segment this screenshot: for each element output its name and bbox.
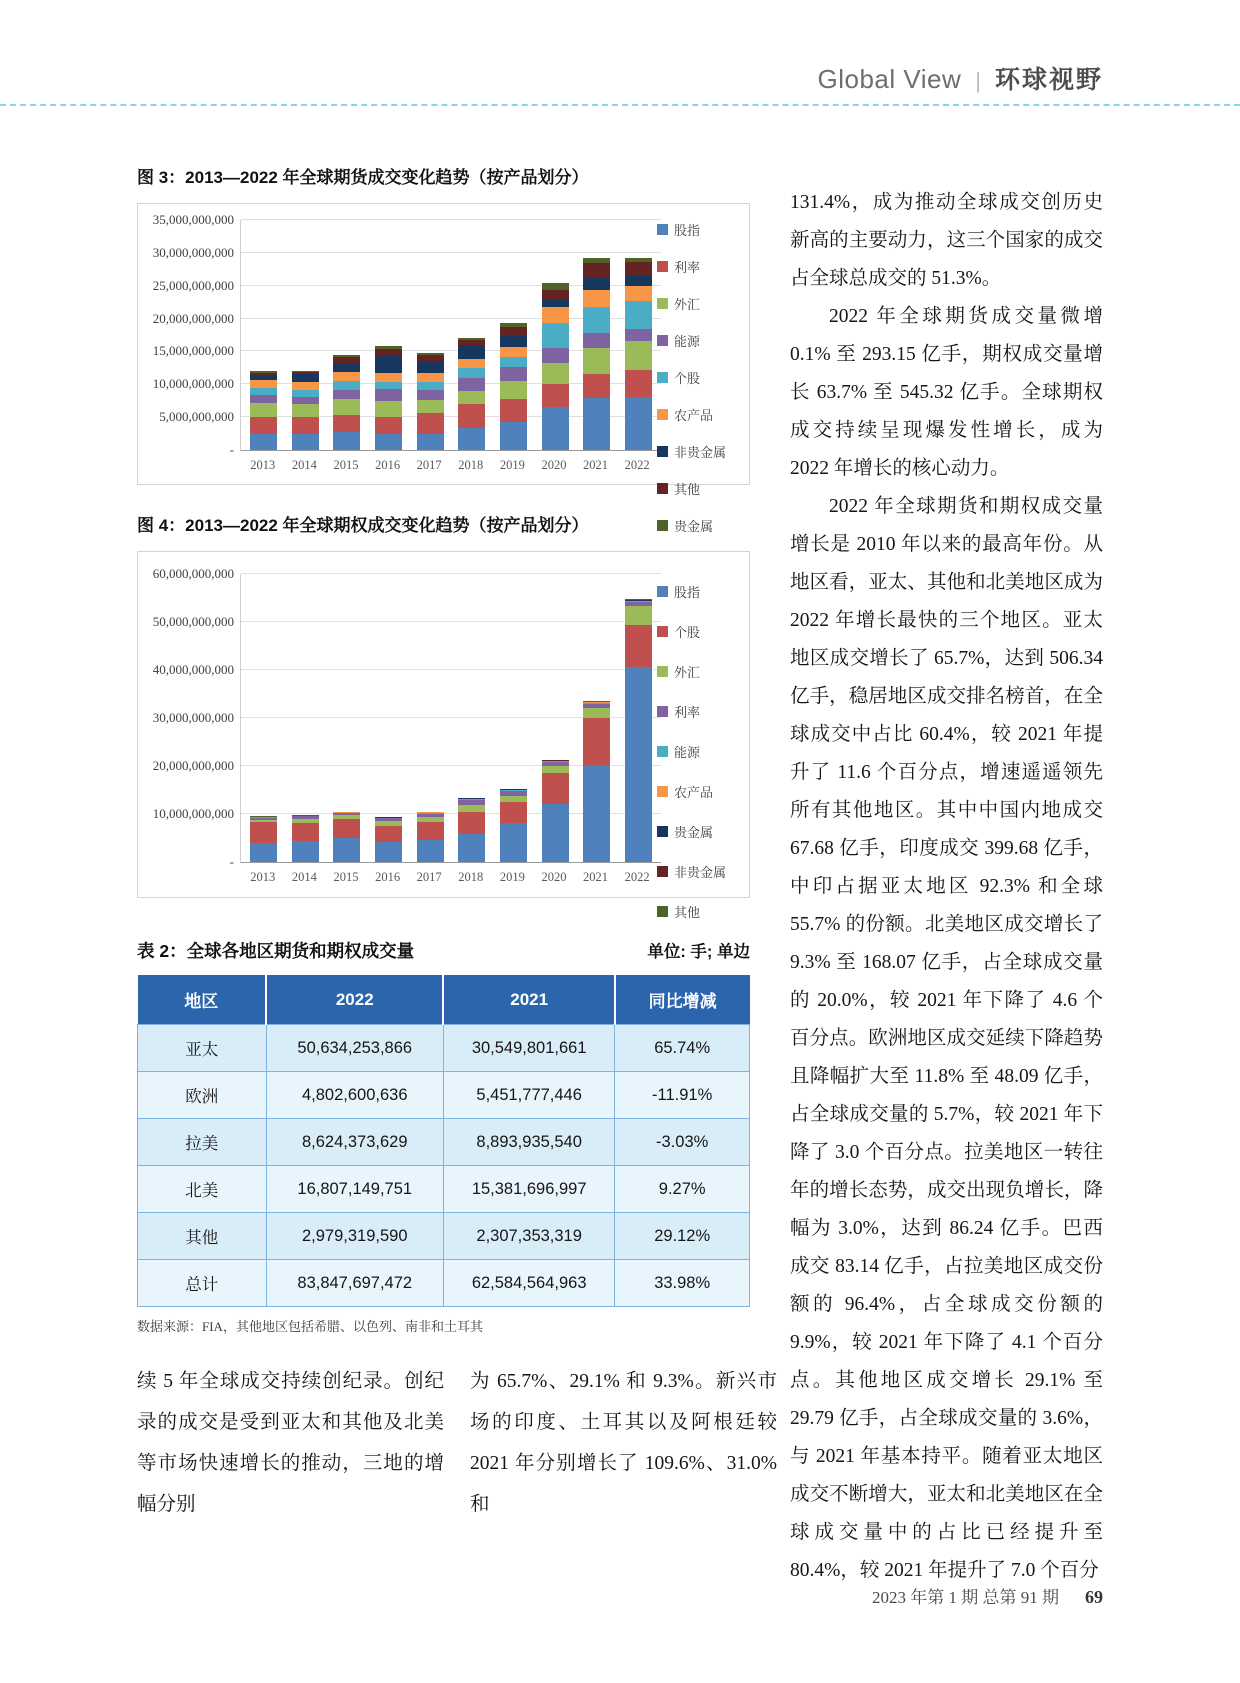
table2-caption: 表 2：全球各地区期货和期权成交量: [137, 941, 415, 961]
body-paragraph: 2022 年全球期货和期权成交量增长是 2010 年以来的最高年份。从地区看，亚太、其他和北美地区成为 2022 年增长最快的三个地区。亚太地区成交增长了 65.7%，达到 506.34 亿手，稳居地区成交排名榜首，在全球成交中占比 60.4%，较 2021 年提升了 11.6 个百分点，增速遥遥领先所有其他地区。其中中国内地成交 67.68 亿手，印度成交 399.68 亿手，中印占据亚太地区 92.3% 和全球 55.7% 的份额。北美地区成交增长了 9.3% 至 168.07 亿手，占全球成交量的 20.0%，较 2021 年下降了 4.6 个百分点。欧洲地区成交延续下降趋势且降幅扩大至 11.8% 至 48.09 亿手，占全球成交量的 5.7%，较 2021 年下降了 3.0 个百分点。拉美地区一转往年的增长态势，成交出现负增长，降幅为 3.0%，达到 86.24 亿手。巴西成交 83.14 亿手，占拉美地区成交份额的 96.4%，占全球成交份额的 9.9%，较 2021 年下降了 4.1 个百分点。其他地区成交增长 29.1% 至 29.79 亿手，占全球成交量的 3.6%，与 2021 年基本持平。随着亚太地区成交不断增大，亚太和北美地区在全球成交量中的占比已经提升至 80.4%，较 2021 年提升了 7.0 个百分: [790, 496, 1103, 1581]
y-axis-tick-label: 35,000,000,000: [152, 212, 234, 227]
bar-segment-能源: [583, 333, 610, 348]
bar-segment-个股: [417, 822, 444, 840]
legend-label: 非贵金属: [674, 865, 727, 880]
stacked-bar-2016: [375, 346, 402, 450]
table-cell: 65.74%: [615, 1025, 750, 1072]
stacked-bar-2020: [542, 760, 569, 862]
y-axis-tick-label: 5,000,000,000: [159, 409, 234, 425]
table-cell: 8,624,373,629: [266, 1119, 443, 1166]
y-axis-tick-label: 40,000,000,000: [152, 662, 234, 677]
legend-item-非贵金属: [657, 862, 745, 881]
legend-item-其他: [657, 902, 745, 921]
bar-segment-能源: [500, 367, 527, 381]
bar-segment-股指: [375, 842, 402, 862]
legend-swatch: [657, 786, 668, 797]
table-row: [138, 1166, 750, 1213]
bar-segment-个股: [250, 822, 277, 843]
legend-swatch: [657, 224, 668, 235]
legend-label: 能源: [674, 334, 701, 349]
legend-swatch: [657, 746, 668, 757]
bar-segment-个股: [625, 301, 652, 329]
bar-segment-股指: [583, 398, 610, 450]
x-axis-year-label: 2022: [624, 458, 650, 472]
bar-segment-个股: [333, 381, 360, 390]
stacked-bar-2022: [625, 599, 652, 862]
bottom-text-left: 续 5 年全球成交持续创纪录。创纪录的成交是受到亚太和其他及北美等市场快速增长的推动，三地的增幅分别: [137, 1371, 444, 1515]
table-cell: 其他: [138, 1213, 267, 1260]
bar-segment-利率: [292, 417, 319, 435]
table-cell: 50,634,253,866: [266, 1025, 443, 1072]
legend-label: 股指: [674, 585, 701, 600]
bar-segment-外汇: [625, 606, 652, 625]
y-axis-tick-label: 50,000,000,000: [152, 614, 234, 629]
y-axis-tick-label: 20,000,000,000: [152, 310, 234, 326]
bar-segment-个股: [375, 382, 402, 389]
legend-item-农产品: [657, 782, 745, 801]
bar-segment-农产品: [292, 382, 319, 390]
bar-segment-股指: [500, 422, 527, 450]
x-axis-year-label: 2015: [333, 458, 359, 472]
stacked-bar-2021: [583, 701, 610, 862]
x-axis-labels: [240, 458, 660, 473]
legend-swatch: [657, 666, 668, 677]
footer-page-number: 69: [1085, 1587, 1103, 1607]
table-cell: 北美: [138, 1166, 267, 1213]
bar-segment-股指: [417, 840, 444, 862]
x-axis-year-label: 2014: [291, 458, 317, 472]
bar-segment-利率: [250, 417, 277, 434]
bar-segment-非贵金属: [583, 277, 610, 290]
x-axis-year-label: 2013: [250, 870, 276, 884]
legend-label: 其他: [674, 482, 701, 497]
y-axis-tick-label: 25,000,000,000: [152, 277, 234, 293]
stacked-bar-2014: [292, 371, 319, 450]
bar-segment-股指: [625, 397, 652, 450]
legend-label: 个股: [674, 625, 701, 640]
bar-segment-能源: [333, 390, 360, 399]
bar-segment-农产品: [458, 359, 485, 368]
bar-segment-股指: [583, 765, 610, 862]
bar-segment-股指: [458, 834, 485, 862]
table-row: [138, 1213, 750, 1260]
table-cell: 拉美: [138, 1119, 267, 1166]
bar-segment-能源: [250, 395, 277, 402]
stacked-bar-2016: [375, 817, 402, 862]
x-axis-year-label: 2016: [375, 458, 401, 472]
table-header-cell: 2022: [266, 975, 443, 1025]
bar-segment-股指: [458, 428, 485, 450]
bar-segment-利率: [500, 399, 527, 422]
bar-segment-利率: [542, 384, 569, 406]
legend-swatch: [657, 826, 668, 837]
chart-legend: [657, 582, 745, 942]
bar-segment-股指: [417, 434, 444, 450]
bar-segment-外汇: [625, 341, 652, 370]
stacked-bar-2021: [583, 258, 610, 451]
bar-segment-个股: [500, 802, 527, 823]
bar-segment-个股: [542, 323, 569, 348]
page-header: [0, 0, 1240, 106]
bar-segment-非贵金属: [500, 336, 527, 347]
bar-segment-股指: [542, 804, 569, 862]
bar-segment-利率: [375, 417, 402, 433]
x-axis-year-label: 2020: [541, 458, 567, 472]
table-cell: 9.27%: [615, 1166, 750, 1213]
bar-segment-农产品: [500, 347, 527, 357]
legend-label: 农产品: [674, 785, 714, 800]
legend-item-股指: [657, 220, 745, 239]
x-axis-year-label: 2022: [624, 870, 650, 884]
body-paragraph: 2022 年全球期货成交量微增 0.1% 至 293.15 亿手，期权成交量增长 63.7% 至 545.32 亿手。全球期权成交持续呈现爆发性增长，成为 2022 年增长的核心动力。: [790, 306, 1103, 479]
stacked-bar-2017: [417, 812, 444, 862]
bar-segment-利率: [417, 413, 444, 434]
options-stacked-bar-chart: [137, 551, 750, 920]
legend-label: 利率: [674, 705, 701, 720]
x-axis-labels: [240, 870, 660, 885]
table-header-cell: 同比增减: [615, 975, 750, 1025]
stacked-bar-2018: [458, 798, 485, 862]
x-axis-year-label: 2020: [541, 870, 567, 884]
legend-swatch: [657, 906, 668, 917]
bar-segment-个股: [542, 773, 569, 805]
bar-segment-个股: [292, 390, 319, 398]
legend-swatch: [657, 706, 668, 717]
x-axis-year-label: 2013: [250, 458, 276, 472]
legend-swatch: [657, 446, 668, 457]
stacked-bar-2018: [458, 338, 485, 450]
x-axis-year-label: 2017: [416, 870, 442, 884]
x-axis-year-label: 2019: [499, 870, 525, 884]
legend-swatch: [657, 335, 668, 346]
table-cell: 8,893,935,540: [443, 1119, 614, 1166]
bar-segment-其他: [625, 262, 652, 276]
stacked-bar-2019: [500, 323, 527, 450]
y-axis-tick-label: 30,000,000,000: [152, 710, 234, 725]
x-axis-year-label: 2018: [458, 458, 484, 472]
bar-segment-农产品: [375, 373, 402, 382]
bar-segment-个股: [625, 625, 652, 667]
bar-segment-外汇: [542, 363, 569, 385]
legend-label: 外汇: [674, 665, 701, 680]
legend-item-非贵金属: [657, 442, 745, 461]
stacked-bar-2013: [250, 371, 277, 450]
bar-segment-个股: [292, 823, 319, 841]
table-row: [138, 1260, 750, 1307]
bar-segment-外汇: [458, 391, 485, 404]
legend-swatch: [657, 409, 668, 420]
bar-segment-利率: [458, 404, 485, 428]
figure4-title: 图 4：2013—2022 年全球期权成交变化趋势（按产品划分）: [137, 516, 589, 535]
legend-swatch: [657, 866, 668, 877]
body-paragraph: 131.4%，成为推动全球成交创历史新高的主要动力，这三个国家的成交占全球总成交的 51.3%。: [790, 192, 1103, 289]
bar-segment-股指: [500, 823, 527, 862]
y-axis-tick-label: -: [229, 442, 234, 457]
bars-group: [241, 574, 661, 862]
legend-item-其他: [657, 479, 745, 498]
bar-segment-股指: [333, 838, 360, 862]
legend-label: 贵金属: [674, 519, 714, 534]
legend-label: 利率: [674, 260, 701, 275]
table-cell: 欧洲: [138, 1072, 267, 1119]
bar-segment-外汇: [333, 399, 360, 414]
bar-segment-农产品: [250, 380, 277, 388]
plot-area: [240, 220, 661, 451]
bottom-text-columns: [137, 1361, 777, 1525]
bar-segment-外汇: [375, 401, 402, 417]
stacked-bar-2015: [333, 812, 360, 862]
figure3-title: 图 3：2013—2022 年全球期货成交变化趋势（按产品划分）: [137, 168, 589, 187]
table-cell: 29.12%: [615, 1213, 750, 1260]
table-cell: 亚太: [138, 1025, 267, 1072]
legend-swatch: [657, 372, 668, 383]
bar-segment-非贵金属: [417, 361, 444, 373]
bar-segment-其他: [583, 263, 610, 277]
bar-segment-外汇: [583, 708, 610, 718]
bar-segment-个股: [375, 826, 402, 842]
legend-item-外汇: [657, 662, 745, 681]
chart-legend: [657, 220, 745, 553]
legend-item-能源: [657, 742, 745, 761]
stacked-bar-2022: [625, 258, 652, 450]
plot-area: [240, 574, 661, 863]
bar-segment-股指: [292, 434, 319, 450]
legend-label: 外汇: [674, 297, 701, 312]
bar-segment-利率: [333, 415, 360, 432]
bar-segment-农产品: [542, 307, 569, 322]
x-axis-year-label: 2021: [583, 458, 609, 472]
bar-segment-个股: [250, 388, 277, 396]
table-cell: 83,847,697,472: [266, 1260, 443, 1307]
stacked-bar-2017: [417, 353, 444, 450]
y-axis-tick-label: 30,000,000,000: [152, 244, 234, 260]
y-axis-tick-label: 15,000,000,000: [152, 343, 234, 359]
legend-label: 能源: [674, 745, 701, 760]
regions-volume-table: [137, 975, 750, 1307]
x-axis-year-label: 2016: [375, 870, 401, 884]
table-cell: 16,807,149,751: [266, 1166, 443, 1213]
footer-issue-info: 2023 年第 1 期 总第 91 期: [872, 1588, 1059, 1607]
stacked-bar-2013: [250, 816, 277, 862]
table-cell: 62,584,564,963: [443, 1260, 614, 1307]
bar-segment-外汇: [500, 381, 527, 399]
bar-segment-农产品: [625, 286, 652, 301]
header-separator: |: [975, 68, 981, 93]
table-row: [138, 1072, 750, 1119]
bar-segment-个股: [583, 307, 610, 333]
bar-segment-能源: [542, 348, 569, 363]
page-content: [137, 163, 1103, 1590]
bar-segment-外汇: [458, 805, 485, 812]
header-title: [818, 60, 1104, 96]
x-axis-year-label: 2017: [416, 458, 442, 472]
bar-segment-外汇: [417, 400, 444, 413]
bar-segment-股指: [375, 434, 402, 450]
stacked-bar-2019: [500, 789, 527, 862]
legend-label: 其他: [674, 905, 701, 920]
page-footer: [872, 1583, 1103, 1608]
legend-label: 非贵金属: [674, 445, 727, 460]
x-axis-year-label: 2018: [458, 870, 484, 884]
bar-segment-外汇: [250, 403, 277, 417]
bar-segment-股指: [333, 432, 360, 450]
legend-item-贵金属: [657, 516, 745, 535]
legend-label: 农产品: [674, 408, 714, 423]
bar-segment-其他: [500, 327, 527, 336]
bar-segment-个股: [458, 812, 485, 834]
bar-segment-能源: [417, 390, 444, 401]
y-axis-tick-label: -: [229, 854, 234, 869]
x-axis-year-label: 2015: [333, 870, 359, 884]
legend-item-利率: [657, 702, 745, 721]
bar-segment-个股: [417, 382, 444, 390]
bar-segment-股指: [625, 667, 652, 862]
bar-segment-农产品: [333, 372, 360, 381]
stacked-bar-2020: [542, 283, 569, 450]
y-axis-tick-label: 20,000,000,000: [152, 758, 234, 773]
bar-segment-非贵金属: [458, 345, 485, 359]
table-cell: 30,549,801,661: [443, 1025, 614, 1072]
bar-segment-个股: [333, 819, 360, 839]
bar-segment-农产品: [583, 290, 610, 307]
header-title-en: Global View: [817, 64, 962, 94]
table-cell: -11.91%: [615, 1072, 750, 1119]
bar-segment-股指: [542, 407, 569, 450]
y-axis-tick-label: 10,000,000,000: [152, 806, 234, 821]
bar-segment-贵金属: [542, 283, 569, 290]
table-header-cell: 地区: [138, 975, 267, 1025]
table-row: [138, 1025, 750, 1072]
stacked-bar-2014: [292, 815, 319, 862]
legend-swatch: [657, 586, 668, 597]
legend-item-股指: [657, 582, 745, 601]
legend-item-外汇: [657, 294, 745, 313]
legend-item-农产品: [657, 405, 745, 424]
legend-item-贵金属: [657, 822, 745, 841]
legend-label: 个股: [674, 371, 701, 386]
table-header-cell: 2021: [443, 975, 614, 1025]
bar-segment-外汇: [292, 404, 319, 416]
legend-swatch: [657, 261, 668, 272]
bar-segment-非贵金属: [375, 355, 402, 373]
bar-segment-外汇: [542, 766, 569, 773]
table-header-row: [138, 975, 750, 1025]
header-title-zh: 环球视野: [994, 66, 1103, 94]
bar-segment-能源: [458, 378, 485, 390]
bar-segment-利率: [625, 370, 652, 398]
table-cell: 5,451,777,446: [443, 1072, 614, 1119]
table-cell: 2,979,319,590: [266, 1213, 443, 1260]
bar-segment-外汇: [583, 348, 610, 374]
legend-item-利率: [657, 257, 745, 276]
bar-segment-能源: [625, 329, 652, 341]
table-row: [138, 1119, 750, 1166]
legend-swatch: [657, 298, 668, 309]
bar-segment-股指: [250, 843, 277, 862]
table2-unit-note: 单位: 手; 单边: [647, 943, 750, 961]
table2-source-note: 数据来源：FIA，其他地区包括希腊、以色列、南非和土耳其: [137, 1319, 483, 1334]
x-axis-year-label: 2019: [499, 458, 525, 472]
y-axis-tick-label: 60,000,000,000: [152, 566, 234, 581]
table-cell: 总计: [138, 1260, 267, 1307]
table-cell: 2,307,353,319: [443, 1213, 614, 1260]
y-axis-tick-label: 10,000,000,000: [152, 376, 234, 392]
legend-swatch: [657, 520, 668, 531]
legend-item-个股: [657, 368, 745, 387]
bar-segment-股指: [292, 841, 319, 862]
bottom-text-right: 为 65.7%、29.1% 和 9.3%。新兴市场的印度、土耳其以及阿根廷较 2021 年分别增长了 109.6%、31.0% 和: [470, 1371, 777, 1515]
legend-swatch: [657, 483, 668, 494]
bar-segment-非贵金属: [333, 363, 360, 372]
bar-segment-股指: [250, 434, 277, 450]
bar-segment-个股: [458, 368, 485, 379]
legend-swatch: [657, 626, 668, 637]
bar-segment-能源: [375, 389, 402, 401]
table-cell: 33.98%: [615, 1260, 750, 1307]
legend-label: 股指: [674, 223, 701, 238]
bar-segment-利率: [583, 374, 610, 398]
bars-group: [241, 220, 661, 450]
table-cell: -3.03%: [615, 1119, 750, 1166]
legend-item-个股: [657, 622, 745, 641]
stacked-bar-2015: [333, 355, 360, 450]
left-column: [137, 163, 777, 1590]
x-axis-year-label: 2021: [583, 870, 609, 884]
bar-segment-个股: [500, 357, 527, 368]
legend-item-能源: [657, 331, 745, 350]
bar-segment-非贵金属: [625, 276, 652, 286]
table-cell: 15,381,696,997: [443, 1166, 614, 1213]
bar-segment-非贵金属: [292, 374, 319, 382]
right-column: [790, 163, 1103, 1590]
table-cell: 4,802,600,636: [266, 1072, 443, 1119]
bar-segment-个股: [583, 718, 610, 765]
x-axis-year-label: 2014: [291, 870, 317, 884]
bar-segment-农产品: [417, 373, 444, 382]
bar-segment-非贵金属: [542, 299, 569, 308]
legend-label: 贵金属: [674, 825, 714, 840]
bar-segment-其他: [542, 290, 569, 299]
